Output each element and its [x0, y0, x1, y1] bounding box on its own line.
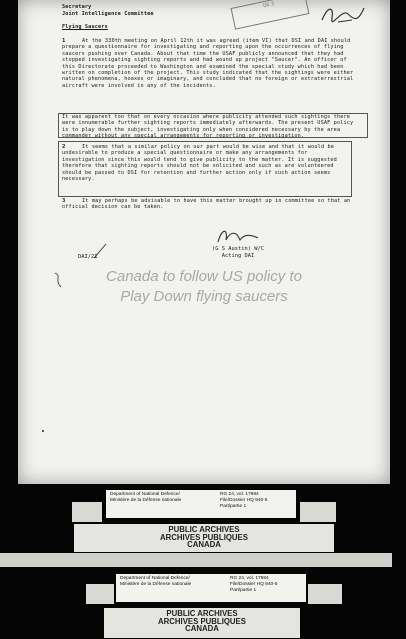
stamp-text: 06 3: [262, 1, 275, 10]
handwritten-initials: [318, 2, 368, 26]
banner-line-2: ARCHIVES PUBLIQUES: [158, 616, 246, 626]
banner-line-1: PUBLIC ARCHIVES: [166, 609, 238, 618]
paragraph-number: 1: [62, 38, 66, 44]
file-number: File/Dossier HQ 940-5: [230, 582, 278, 587]
archive-label: [116, 574, 306, 602]
signatory-name: (G S Austin) W/C: [212, 246, 264, 252]
caption-line-1: Canada to follow US policy to: [106, 268, 302, 285]
archive-label: [106, 490, 296, 518]
received-stamp: [231, 0, 310, 30]
paragraph-number: 2: [62, 144, 66, 150]
dept-french: Ministère de la Défense nationale: [120, 582, 192, 587]
archive-banner: [104, 608, 300, 638]
recipient-line-1: Secretary: [62, 4, 92, 10]
dept-english: Department of National Defence/: [110, 492, 180, 497]
dept-english: Department of National Defence/: [120, 576, 190, 581]
record-group: RG 24, vol. 17984: [230, 576, 269, 581]
film-gray-patch: [72, 502, 102, 522]
paragraph-1: At the 330th meeting on April 12th it was agreed (item VI) that DSI and DAI should prepare a questionnaire for investigating and reporting upon the occurrences of flying saucers pushing over Canada. About that time the USAF publicly announced that they had stopped investigating sighting reports and had wound up project "Saucer". An officer of this Directorate proceeded to Washington and examined the special study which had been written on completion of the project. This study indicated that the sightings were either natural phenomena, hoaxes or imaginary, and concluded that no foreign or extraterrestrial aircraft were involved in any of the incidents.: [62, 38, 354, 89]
paragraph-1-continued: It was apparent too that on every occasion where publicity attended such sightings there were innumerable further sighting reports immediately afterwards. The present USAF policy is to play down the subject, investigating only when considered necessary by the area commander without any special arrangements for reporting or investigation.: [62, 114, 354, 140]
memo-page: [18, 0, 390, 484]
record-group: RG 24, vol. 17984: [220, 492, 259, 497]
signatory-title: Acting DAI: [221, 253, 255, 259]
banner-line-3: CANADA: [185, 624, 219, 634]
caption-line-2: Play Down flying saucers: [120, 288, 288, 305]
film-band: [0, 553, 392, 567]
paragraph-number: 3: [62, 198, 66, 204]
file-number: File/Dossier HQ 940-5: [220, 498, 268, 503]
paragraph-3: It may perhaps be advisable to have this matter brought up in committee so that an official decision can be taken.: [62, 198, 351, 211]
film-gray-patch: [308, 584, 342, 604]
recipient-line-2: Joint Intelligence Committee: [62, 11, 154, 17]
paragraph-2: It seems that a similar policy on our part would be wise and that it would be undesirable to produce a special questionnaire or make any arrangements for investigation since this would tend to give publicity to the matter. It is suggested therefore that sighting reports should not be solicited and such as are volunteered should be passed to DSI for retention and further action only if such action seems necessary.: [62, 144, 337, 183]
memo-subject: Flying Saucers: [62, 24, 108, 30]
archive-banner: [74, 524, 334, 552]
dept-french: Ministère de la Défense nationale: [110, 498, 182, 503]
page-speck: [42, 430, 44, 432]
banner-line-2: ARCHIVES PUBLIQUES: [160, 532, 248, 542]
part-number: Part/partie 1: [220, 504, 247, 509]
banner-line-1: PUBLIC ARCHIVES: [168, 525, 240, 534]
part-number: Part/partie 1: [230, 588, 257, 593]
handwritten-signature: [214, 226, 264, 248]
banner-line-3: CANADA: [187, 540, 221, 550]
file-reference: DAI/21: [78, 254, 98, 260]
film-gray-patch: [300, 502, 336, 522]
film-gray-patch: [86, 584, 114, 604]
